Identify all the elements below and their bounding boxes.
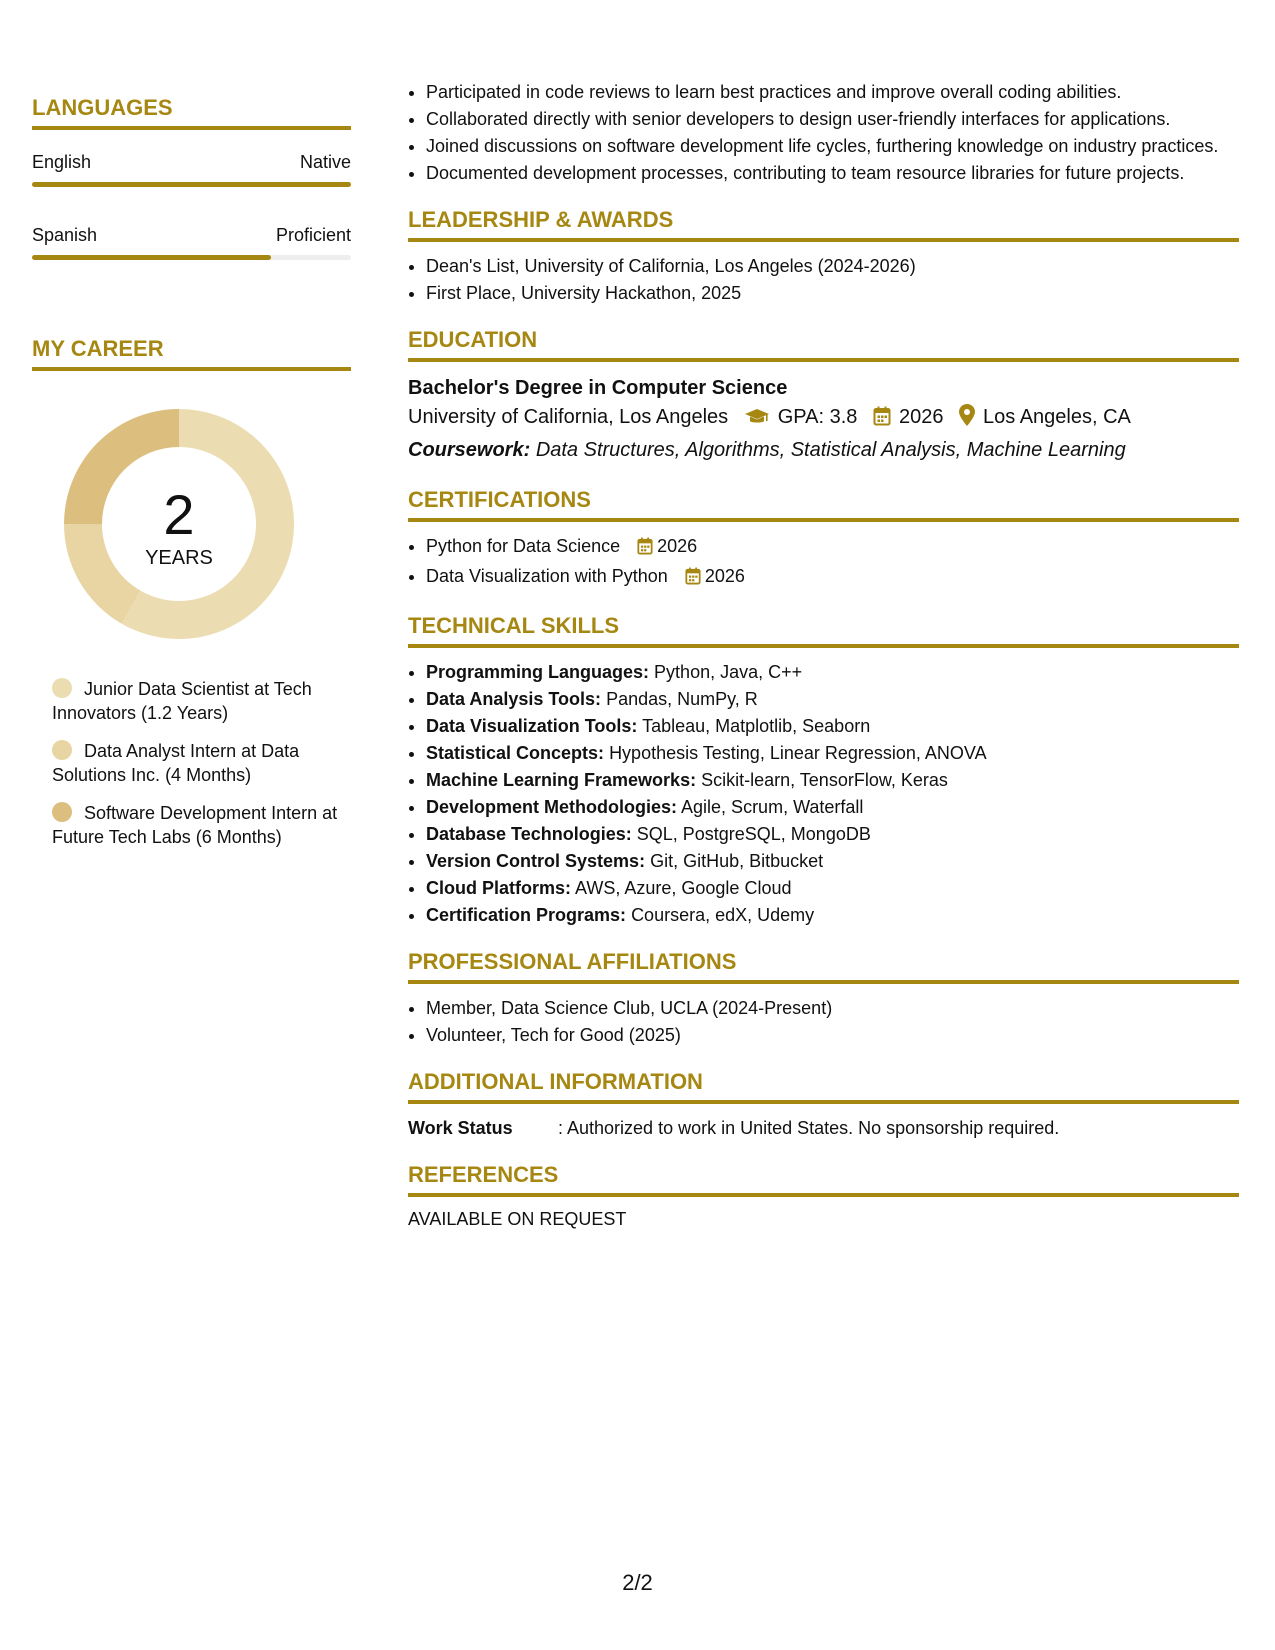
legend-item	[52, 739, 342, 787]
leadership-section	[408, 207, 1239, 305]
cert-name: Python for Data Science	[426, 536, 621, 556]
certifications-heading: CERTIFICATIONS	[408, 487, 1239, 522]
school-name: University of California, Los Angeles	[408, 406, 729, 428]
coursework-label: Coursework:	[408, 439, 531, 461]
language-bar	[32, 182, 351, 187]
skill-value: Git, GitHub, Bitbucket	[650, 851, 824, 871]
career-heading: MY CAREER	[32, 336, 351, 371]
graduation-cap-icon	[744, 405, 770, 435]
skills-section	[408, 613, 1239, 927]
main-content	[408, 80, 1239, 1230]
legend-dot	[52, 678, 72, 698]
list-item: • Dean's List, University of California, Los Angeles (2024-2026)	[426, 254, 1239, 278]
cert-year: 2026	[657, 536, 698, 556]
calendar-icon	[685, 567, 701, 591]
skill-value: SQL, PostgreSQL, MongoDB	[636, 824, 871, 844]
list-item: • Participated in code reviews to learn best practices and improve overall coding abilities.	[426, 80, 1239, 104]
list-item	[426, 714, 1239, 738]
career-total-unit: YEARS	[145, 547, 213, 569]
skill-label: Certification Programs:	[426, 905, 627, 925]
experience-bullets	[408, 80, 1239, 185]
certifications-section	[408, 487, 1239, 591]
additional-info-heading: ADDITIONAL INFORMATION	[408, 1069, 1239, 1104]
gpa: GPA: 3.8	[777, 406, 858, 428]
calendar-icon	[637, 537, 653, 561]
skill-value: Tableau, Matplotlib, Seaborn	[642, 716, 871, 736]
skill-label: Statistical Concepts:	[426, 743, 605, 763]
list-item	[426, 564, 1239, 591]
legend-dot	[52, 802, 72, 822]
language-english	[32, 150, 351, 187]
location-pin-icon	[959, 404, 975, 435]
language-bar	[32, 255, 351, 260]
legend-dot	[52, 740, 72, 760]
list-item	[426, 903, 1239, 927]
skill-label: Cloud Platforms:	[426, 878, 572, 898]
donut-center	[64, 409, 294, 639]
school-location: Los Angeles, CA	[983, 406, 1131, 428]
list-item	[426, 534, 1239, 561]
legend-item	[52, 677, 342, 725]
leadership-heading: LEADERSHIP & AWARDS	[408, 207, 1239, 242]
page-number: 2/2	[622, 1570, 653, 1595]
affiliations-heading: PROFESSIONAL AFFILIATIONS	[408, 949, 1239, 984]
affiliations-section	[408, 949, 1239, 1047]
legend-item	[52, 801, 342, 849]
list-item	[426, 795, 1239, 819]
language-bar-fill	[32, 182, 351, 187]
coursework-list: Data Structures, Algorithms, Statistical Analysis, Machine Learning	[535, 439, 1126, 461]
skills-heading: TECHNICAL SKILLS	[408, 613, 1239, 648]
list-item	[426, 741, 1239, 765]
list-item: • Collaborated directly with senior developers to design user-friendly interfaces for applications.	[426, 107, 1239, 131]
graduation-year: 2026	[898, 406, 944, 428]
additional-info-section	[408, 1069, 1239, 1140]
coursework	[408, 435, 1239, 465]
references-heading: REFERENCES	[408, 1162, 1239, 1197]
skill-label: Programming Languages:	[426, 662, 650, 682]
skill-value: Agile, Scrum, Waterfall	[681, 797, 864, 817]
skill-value: Hypothesis Testing, Linear Regression, ANOVA	[609, 743, 987, 763]
skill-value: AWS, Azure, Google Cloud	[575, 878, 792, 898]
list-item: • Documented development processes, contributing to team resource libraries for future projects.	[426, 161, 1239, 185]
skill-value: Pandas, NumPy, R	[606, 689, 758, 709]
references-section	[408, 1162, 1239, 1230]
list-item	[426, 876, 1239, 900]
work-status-label: Work Status	[408, 1118, 513, 1138]
language-name: English	[32, 152, 92, 172]
skill-label: Version Control Systems:	[426, 851, 646, 871]
language-level: Native	[299, 152, 351, 172]
work-status-value: : Authorized to work in United States. No sponsorship required.	[558, 1118, 1060, 1138]
language-spanish	[32, 223, 351, 260]
skill-label: Database Technologies:	[426, 824, 632, 844]
list-item: • Volunteer, Tech for Good (2025)	[426, 1023, 1239, 1047]
list-item: • Member, Data Science Club, UCLA (2024-Present)	[426, 996, 1239, 1020]
skill-label: Data Analysis Tools:	[426, 689, 602, 709]
skill-value: Scikit-learn, TensorFlow, Keras	[701, 770, 948, 790]
skill-label: Data Visualization Tools:	[426, 716, 638, 736]
calendar-icon	[873, 405, 891, 435]
skill-value: Coursera, edX, Udemy	[631, 905, 815, 925]
language-level: Proficient	[275, 225, 351, 245]
education-section	[408, 327, 1239, 465]
education-details	[408, 402, 1239, 435]
skill-label: Machine Learning Frameworks:	[426, 770, 697, 790]
cert-year: 2026	[704, 566, 745, 586]
career-total-value: 2	[163, 483, 195, 546]
language-bar-fill	[32, 255, 271, 260]
list-item	[426, 660, 1239, 684]
career-legend	[52, 677, 342, 849]
languages-heading: LANGUAGES	[32, 95, 351, 130]
list-item	[426, 768, 1239, 792]
language-name: Spanish	[32, 225, 98, 245]
career-donut-chart	[64, 409, 294, 639]
skill-value: Python, Java, C++	[654, 662, 803, 682]
education-heading: EDUCATION	[408, 327, 1239, 362]
degree-title: Bachelor's Degree in Computer Science	[408, 377, 788, 399]
cert-name: Data Visualization with Python	[426, 566, 668, 586]
skill-label: Development Methodologies:	[426, 797, 678, 817]
sidebar	[32, 95, 351, 863]
list-item	[426, 687, 1239, 711]
work-status-row	[408, 1116, 1239, 1140]
legend-label: Data Analyst Intern at Data Solutions Inc. (4 Months)	[52, 741, 300, 785]
references-text: AVAILABLE ON REQUEST	[408, 1209, 627, 1229]
list-item	[426, 822, 1239, 846]
legend-label: Junior Data Scientist at Tech Innovators (1.2 Years)	[52, 679, 312, 723]
list-item	[426, 849, 1239, 873]
list-item: • First Place, University Hackathon, 2025	[426, 281, 1239, 305]
legend-label: Software Development Intern at Future Tech Labs (6 Months)	[52, 803, 338, 847]
list-item: • Joined discussions on software development life cycles, furthering knowledge on industry practices.	[426, 134, 1239, 158]
